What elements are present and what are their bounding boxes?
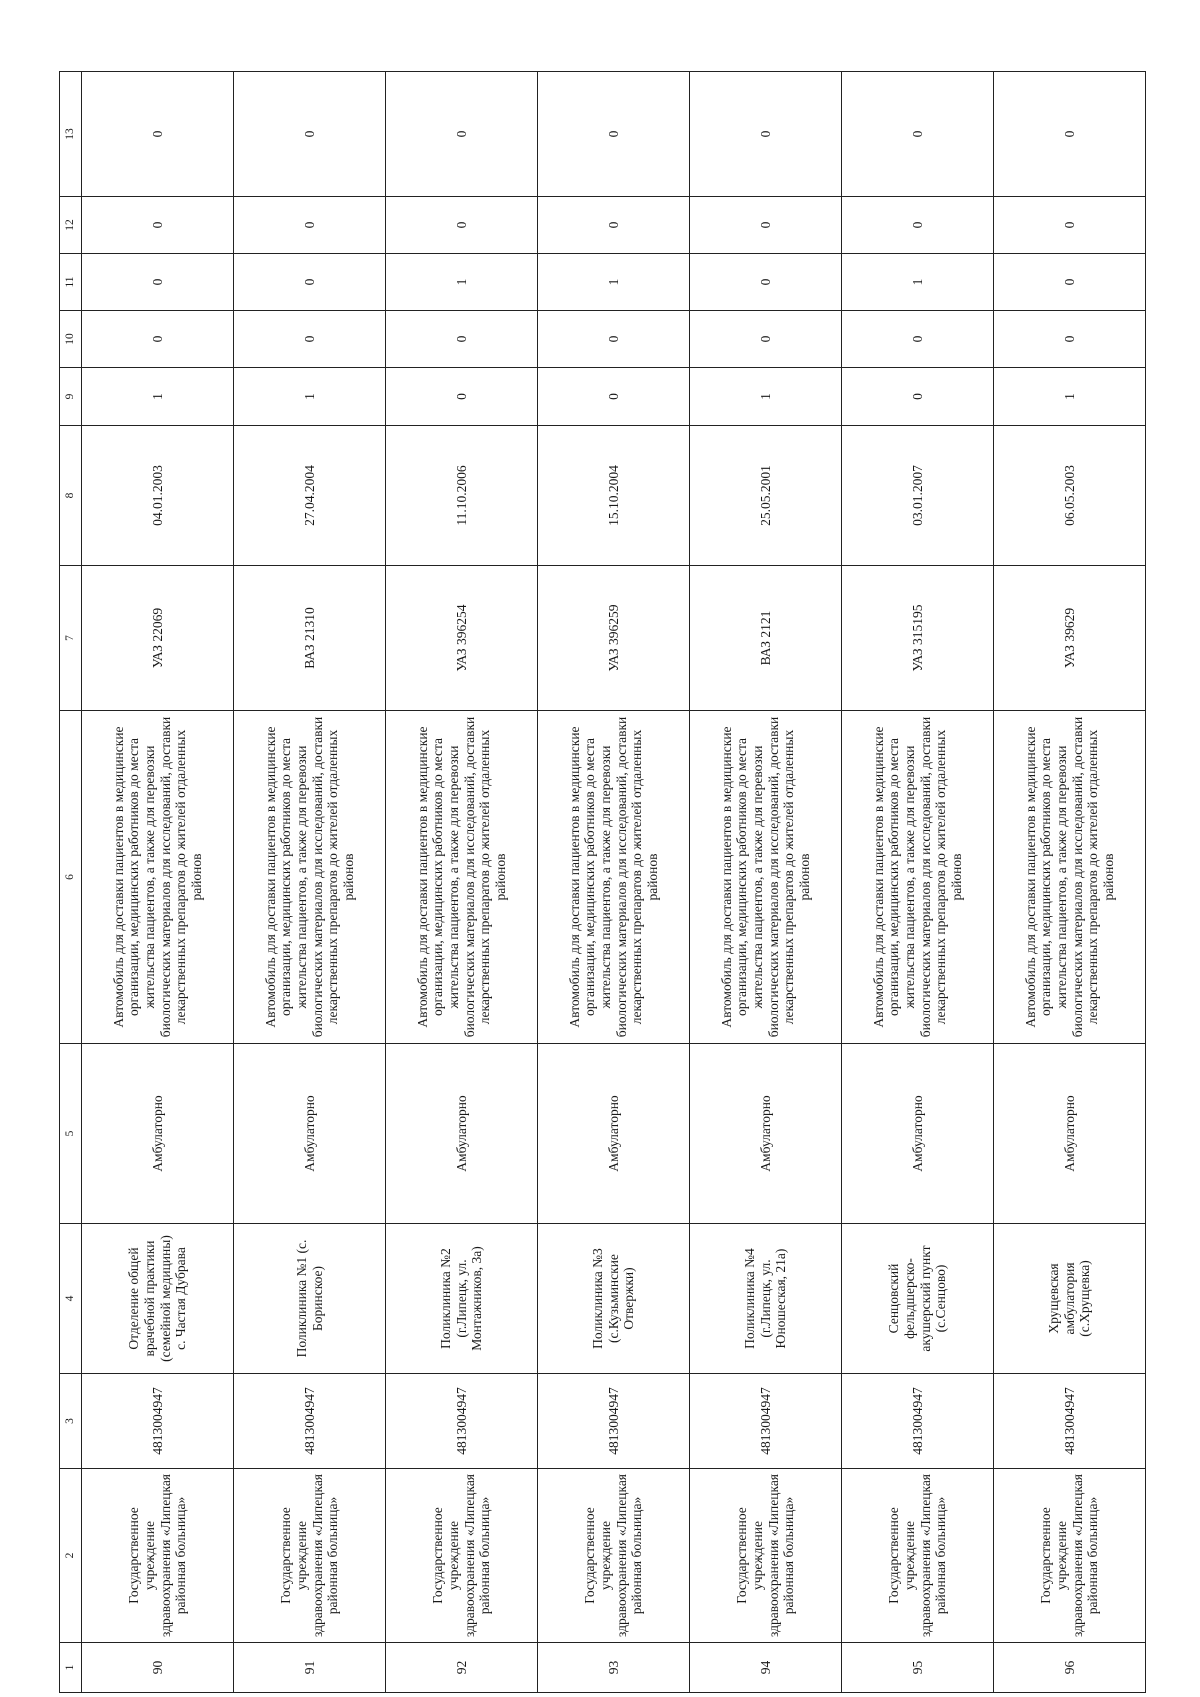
- column-10-cell: 0: [994, 311, 1146, 368]
- column-number-12: 12: [60, 197, 82, 254]
- row-number-cell: 91: [234, 1643, 386, 1693]
- inn-cell: 4813004947: [690, 1374, 842, 1469]
- table-row: [234, 72, 386, 1693]
- column-number-6: 6: [60, 711, 82, 1044]
- care-conditions-cell: Амбулаторно: [234, 1044, 386, 1224]
- column-12-cell: 0: [386, 197, 538, 254]
- inn-cell: 4813004947: [994, 1374, 1146, 1469]
- organization-cell: Государственное учреждение здравоохранения «Липецкая районная больница»: [690, 1469, 842, 1643]
- row-number-cell: 92: [386, 1643, 538, 1693]
- row-number-cell: 95: [842, 1643, 994, 1693]
- subdivision-cell: Хрущевская амбулатория (с.Хрущевка): [994, 1224, 1146, 1374]
- organization-cell: Государственное учреждение здравоохранения «Липецкая районная больница»: [82, 1469, 234, 1643]
- vehicle-purpose-cell: Автомобиль для доставки пациентов в медицинские организации, медицинских работников до места жительства пациентов, а также для перевозки биологических материалов для исследований, доставки лекарственных препаратов до жителей отдаленных районов: [538, 711, 690, 1044]
- table-row: [690, 72, 842, 1693]
- column-10-cell: 0: [538, 311, 690, 368]
- column-number-8: 8: [60, 426, 82, 566]
- care-conditions-cell: Амбулаторно: [386, 1044, 538, 1224]
- column-11-cell: 0: [690, 254, 842, 311]
- row-number-cell: 94: [690, 1643, 842, 1693]
- column-10-cell: 0: [82, 311, 234, 368]
- column-11-cell: 0: [234, 254, 386, 311]
- vehicle-model-cell: УАЗ 22069: [82, 566, 234, 711]
- column-number-5: 5: [60, 1044, 82, 1224]
- column-number-row: [60, 72, 82, 1693]
- care-conditions-cell: Амбулаторно: [842, 1044, 994, 1224]
- vehicle-registry-table: [59, 71, 1146, 1693]
- organization-cell: Государственное учреждение здравоохранения «Липецкая районная больница»: [842, 1469, 994, 1643]
- table-body: [60, 72, 1146, 1693]
- vehicle-purpose-cell: Автомобиль для доставки пациентов в медицинские организации, медицинских работников до места жительства пациентов, а также для перевозки биологических материалов для исследований, доставки лекарственных препаратов до жителей отдаленных районов: [994, 711, 1146, 1044]
- row-number-cell: 90: [82, 1643, 234, 1693]
- column-12-cell: 0: [234, 197, 386, 254]
- inn-cell: 4813004947: [234, 1374, 386, 1469]
- organization-cell: Государственное учреждение здравоохранения «Липецкая районная больница»: [538, 1469, 690, 1643]
- column-9-cell: 0: [538, 368, 690, 426]
- column-12-cell: 0: [690, 197, 842, 254]
- subdivision-cell: Сенцовский фельдшерско-акушерский пункт (с.Сенцово): [842, 1224, 994, 1374]
- vehicle-model-cell: УАЗ 39629: [994, 566, 1146, 711]
- inn-cell: 4813004947: [842, 1374, 994, 1469]
- column-11-cell: 0: [994, 254, 1146, 311]
- column-number-2: 2: [60, 1469, 82, 1643]
- column-number-4: 4: [60, 1224, 82, 1374]
- care-conditions-cell: Амбулаторно: [994, 1044, 1146, 1224]
- column-10-cell: 0: [234, 311, 386, 368]
- rotated-table-wrapper: [59, 72, 1127, 1693]
- column-13-cell: 0: [82, 72, 234, 197]
- manufacture-date-cell: 06.05.2003: [994, 426, 1146, 566]
- manufacture-date-cell: 04.01.2003: [82, 426, 234, 566]
- subdivision-cell: Поликлиника №1 (с. Боринское): [234, 1224, 386, 1374]
- inn-cell: 4813004947: [82, 1374, 234, 1469]
- column-13-cell: 0: [690, 72, 842, 197]
- column-number-1: 1: [60, 1643, 82, 1693]
- column-9-cell: 1: [234, 368, 386, 426]
- column-11-cell: 1: [842, 254, 994, 311]
- column-number-11: 11: [60, 254, 82, 311]
- table-row: [386, 72, 538, 1693]
- subdivision-cell: Отделение общей врачебной практики (семейной медицины) с. Частая Дубрава: [82, 1224, 234, 1374]
- row-number-cell: 93: [538, 1643, 690, 1693]
- column-9-cell: 1: [82, 368, 234, 426]
- row-number-cell: 96: [994, 1643, 1146, 1693]
- inn-cell: 4813004947: [538, 1374, 690, 1469]
- vehicle-purpose-cell: Автомобиль для доставки пациентов в медицинские организации, медицинских работников до места жительства пациентов, а также для перевозки биологических материалов для исследований, доставки лекарственных препаратов до жителей отдаленных районов: [386, 711, 538, 1044]
- column-number-7: 7: [60, 566, 82, 711]
- column-number-10: 10: [60, 311, 82, 368]
- column-11-cell: 0: [82, 254, 234, 311]
- vehicle-model-cell: ВАЗ 21310: [234, 566, 386, 711]
- table-row: [994, 72, 1146, 1693]
- vehicle-purpose-cell: Автомобиль для доставки пациентов в медицинские организации, медицинских работников до места жительства пациентов, а также для перевозки биологических материалов для исследований, доставки лекарственных препаратов до жителей отдаленных районов: [82, 711, 234, 1044]
- column-number-3: 3: [60, 1374, 82, 1469]
- inn-cell: 4813004947: [386, 1374, 538, 1469]
- column-9-cell: 0: [386, 368, 538, 426]
- vehicle-model-cell: УАЗ 315195: [842, 566, 994, 711]
- organization-cell: Государственное учреждение здравоохранения «Липецкая районная больница»: [994, 1469, 1146, 1643]
- manufacture-date-cell: 03.01.2007: [842, 426, 994, 566]
- manufacture-date-cell: 27.04.2004: [234, 426, 386, 566]
- column-12-cell: 0: [82, 197, 234, 254]
- column-13-cell: 0: [538, 72, 690, 197]
- vehicle-purpose-cell: Автомобиль для доставки пациентов в медицинские организации, медицинских работников до места жительства пациентов, а также для перевозки биологических материалов для исследований, доставки лекарственных препаратов до жителей отдаленных районов: [234, 711, 386, 1044]
- column-12-cell: 0: [842, 197, 994, 254]
- table-row: [82, 72, 234, 1693]
- column-12-cell: 0: [538, 197, 690, 254]
- vehicle-purpose-cell: Автомобиль для доставки пациентов в медицинские организации, медицинских работников до места жительства пациентов, а также для перевозки биологических материалов для исследований, доставки лекарственных препаратов до жителей отдаленных районов: [690, 711, 842, 1044]
- vehicle-model-cell: ВАЗ 2121: [690, 566, 842, 711]
- column-number-13: 13: [60, 72, 82, 197]
- subdivision-cell: Поликлиника №3 (с.Кузьминские Отвержки): [538, 1224, 690, 1374]
- column-9-cell: 1: [690, 368, 842, 426]
- care-conditions-cell: Амбулаторно: [690, 1044, 842, 1224]
- manufacture-date-cell: 25.05.2001: [690, 426, 842, 566]
- column-13-cell: 0: [234, 72, 386, 197]
- subdivision-cell: Поликлиника №2 (г.Липецк, ул. Монтажников, 3а): [386, 1224, 538, 1374]
- organization-cell: Государственное учреждение здравоохранения «Липецкая районная больница»: [234, 1469, 386, 1643]
- column-11-cell: 1: [386, 254, 538, 311]
- care-conditions-cell: Амбулаторно: [82, 1044, 234, 1224]
- column-9-cell: 1: [994, 368, 1146, 426]
- column-number-9: 9: [60, 368, 82, 426]
- subdivision-cell: Поликлиника №4 (г.Липецк, ул. Юношеская, 21а): [690, 1224, 842, 1374]
- vehicle-model-cell: УАЗ 396259: [538, 566, 690, 711]
- column-13-cell: 0: [994, 72, 1146, 197]
- column-9-cell: 0: [842, 368, 994, 426]
- column-10-cell: 0: [386, 311, 538, 368]
- organization-cell: Государственное учреждение здравоохранения «Липецкая районная больница»: [386, 1469, 538, 1643]
- column-10-cell: 0: [842, 311, 994, 368]
- manufacture-date-cell: 11.10.2006: [386, 426, 538, 566]
- manufacture-date-cell: 15.10.2004: [538, 426, 690, 566]
- vehicle-purpose-cell: Автомобиль для доставки пациентов в медицинские организации, медицинских работников до места жительства пациентов, а также для перевозки биологических материалов для исследований, доставки лекарственных препаратов до жителей отдаленных районов: [842, 711, 994, 1044]
- table-row: [842, 72, 994, 1693]
- vehicle-model-cell: УАЗ 396254: [386, 566, 538, 711]
- care-conditions-cell: Амбулаторно: [538, 1044, 690, 1224]
- column-10-cell: 0: [690, 311, 842, 368]
- column-11-cell: 1: [538, 254, 690, 311]
- table-row: [538, 72, 690, 1693]
- column-13-cell: 0: [842, 72, 994, 197]
- column-13-cell: 0: [386, 72, 538, 197]
- column-12-cell: 0: [994, 197, 1146, 254]
